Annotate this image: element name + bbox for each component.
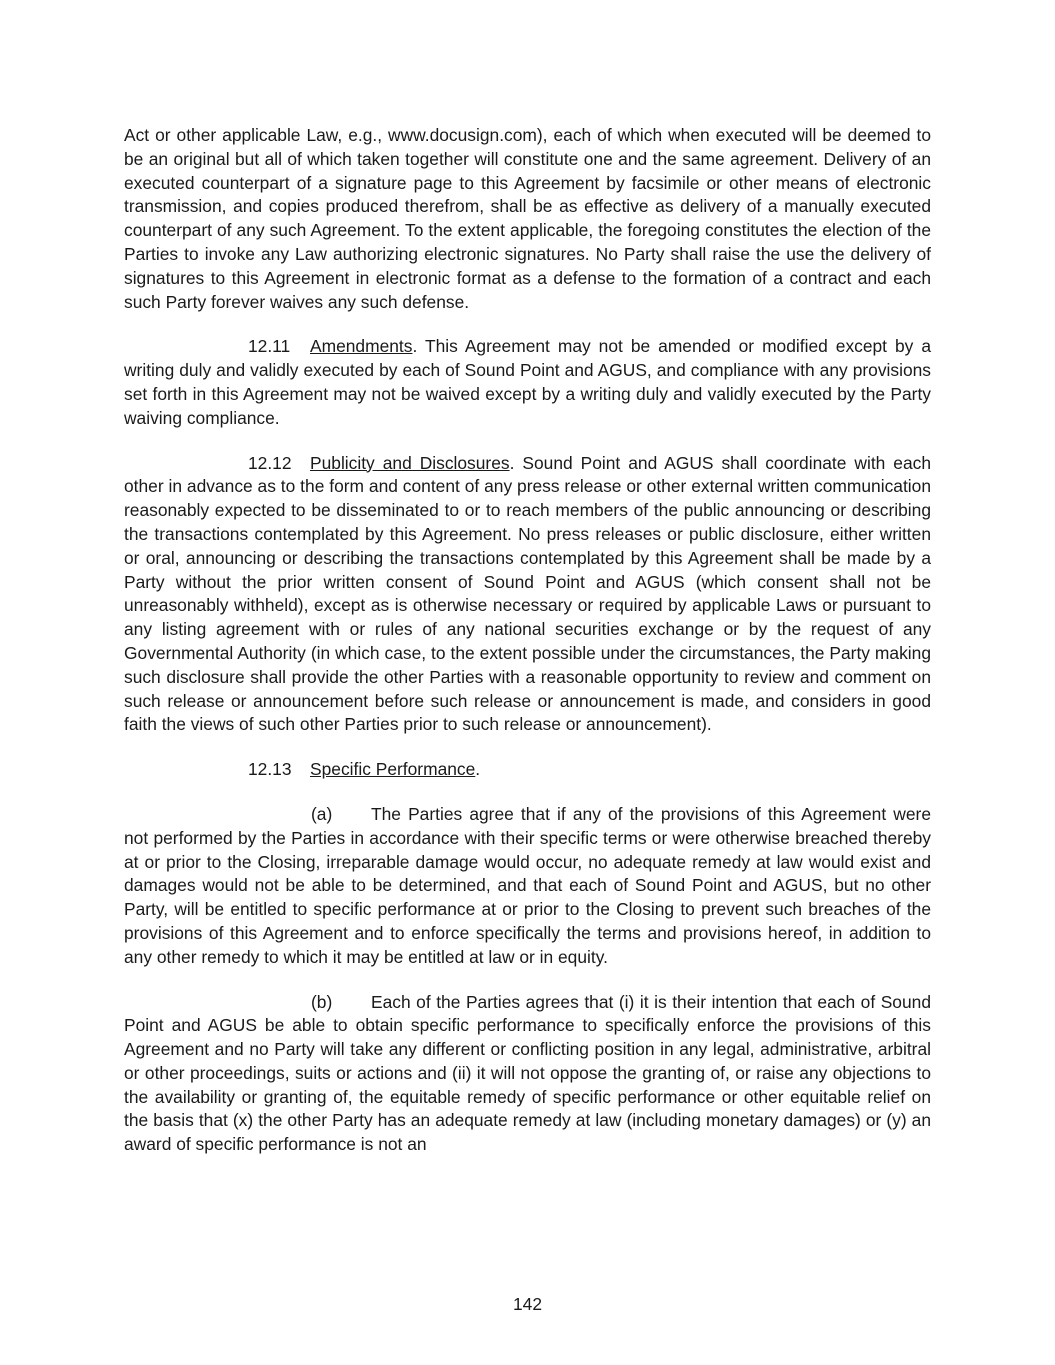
section-title: Publicity and Disclosures — [310, 452, 510, 473]
section-title: Specific Performance — [310, 759, 476, 780]
page-number: 142 — [512, 1294, 542, 1314]
document-body — [124, 124, 931, 1178]
subsection-text: The Parties agree that if any of the provisions of this Agreement were not performed by the Parties in accordance with their specific terms or were otherwise breached thereby at or prior to the Closing, irreparable damage would occur, no adequate remedy at law would exist and damages would not be able to be determined, and that each of Sound Point and AGUS, but no other Party, will be entitled to specific performance at or prior to the Closing to prevent such breaches of the provisions of this Agreement and to enforce specifically the terms and provisions hereof, in addition to any other remedy to which it may be entitled at law or in equity. — [124, 803, 931, 967]
subsection-12-13-b — [124, 991, 931, 1158]
subsection-text: Each of the Parties agrees that (i) it is their intention that each of Sound Point and AGUS be able to obtain specific performance to specifically enforce the provisions of this Agreement and no Party will take any different or conflicting position in any legal, administrative, arbitral or other proceedings, suits or actions and (ii) it will not oppose the granting of, or raise any objections to the availability or granting of, the equitable remedy of specific performance or other equitable relief on the basis that (x) the other Party has an adequate remedy at law (including monetary damages) or (y) an award of specific performance is not an — [124, 991, 931, 1155]
section-text: . This Agreement may not be amended or modified except by a writing duly and validly executed by each of Sound Point and AGUS, and compliance with any provisions set forth in this Agreement may not be waived except by a writing duly and validly executed by the Party waiving compliance. — [124, 336, 931, 428]
paragraph-counterparts-continued — [124, 124, 931, 314]
subsection-label: (b) — [311, 991, 333, 1012]
subsection-label: (a) — [311, 803, 333, 824]
section-number: 12.11 — [248, 336, 291, 357]
section-number: 12.13 — [248, 759, 292, 780]
section-12-13 — [124, 758, 931, 782]
section-title: Amendments — [310, 336, 413, 357]
paragraph-text: Act or other applicable Law, e.g., www.docusign.com), each of which when executed will be deemed to be an original but all of which taken together will constitute one and the same agreement. Delivery of an executed counterpart of a signature page to this Agreement by facsimile or other means of electronic transmission, and copies produced therefrom, shall be as effective as delivery of a manually executed counterpart of any such Agreement. To the extent applicable, the foregoing constitutes the election of the Parties to invoke any Law authorizing electronic signatures. No Party shall raise the use the delivery of signatures to this Agreement in electronic format as a defense to the formation of a contract and each such Party forever waives any such defense. — [124, 125, 931, 312]
section-12-11 — [124, 335, 931, 430]
section-12-12 — [124, 452, 931, 738]
subsection-12-13-a — [124, 803, 931, 970]
section-number: 12.12 — [248, 452, 292, 473]
section-text: . — [475, 759, 481, 780]
section-text: . Sound Point and AGUS shall coordinate with each other in advance as to the form and content of any press release or other external written communication reasonably expected to be disseminated to or to reach members of the public announcing or describing the transactions contemplated by this Agreement. No press releases or public disclosure, either written or oral, announcing or describing the transactions contemplated by this Agreement shall be made by a Party without the prior written consent of Sound Point and AGUS (which consent shall not be unreasonably withheld), except as is otherwise necessary or required by applicable Laws or pursuant to any listing agreement with or rules of any national securities exchange or by the request of any Governmental Authority (in which case, to the extent possible under the circumstances, the Party making such disclosure shall provide the other Parties with a reasonable opportunity to review and comment on such release or announcement before such release or announcement is made, and considers in good faith the views of such other Parties prior to such release or announcement). — [124, 452, 931, 735]
